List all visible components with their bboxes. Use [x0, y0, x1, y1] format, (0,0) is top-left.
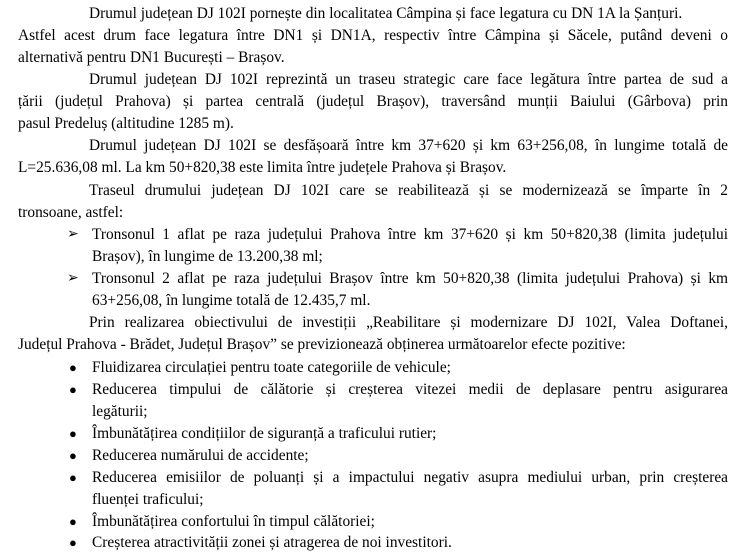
arrow-bullet-icon: ➢ — [67, 271, 79, 286]
dot-bullet-icon: ● — [69, 382, 77, 397]
segment-2-line-1: Tronsonul 2 aflat pe raza județului Brașov între km 50+820,38 (limita județului Prahova) și km — [92, 270, 728, 287]
effect-5-line-1: Reducerea emisiilor de poluanți și a impactului negativ asupra mediului urban, prin creșterea — [92, 469, 728, 486]
effect-6: Îmbunătățirea confortului în timpul călătoriei; — [92, 513, 375, 530]
dot-bullet-icon: ● — [69, 360, 77, 375]
effect-2-line-1: Reducerea timpului de călătorie și creșterea vitezei medii de deplasare pentru asigurarea — [92, 381, 728, 398]
paragraph-1-line-1: Drumul județean DJ 102I pornește din localitatea Câmpina și face legatura cu DN 1A la Șanțuri. — [89, 5, 683, 22]
dot-bullet-icon: ● — [69, 448, 77, 463]
paragraph-5-line-1: Prin realizarea obiectivului de investiții „Reabilitare și modernizare DJ 102I, Valea Doftanei, — [89, 314, 728, 331]
paragraph-4-line-1: Traseul drumului județean DJ 102I care se reabilitează și se modernizează se împarte în 2 — [89, 182, 728, 199]
paragraph-3-line-2: L=25.636,08 ml. La km 50+820,38 este limita între județele Prahova și Brașov. — [18, 159, 507, 176]
segment-1-line-1: Tronsonul 1 aflat pe raza județului Prahova între km 37+620 și km 50+820,38 (limita județului — [92, 226, 728, 243]
effect-4: Reducerea numărului de accidente; — [92, 447, 309, 464]
paragraph-3-line-1: Drumul județean DJ 102I se desfășoară între km 37+620 și km 63+256,08, în lungime totală de — [89, 137, 728, 154]
dot-bullet-icon: ● — [69, 535, 77, 550]
effect-7: Creșterea atractivității zonei și atragerea de noi investitori. — [92, 534, 452, 551]
dot-bullet-icon: ● — [69, 514, 77, 529]
segment-1-line-2: Brașov), în lungime de 13.200,38 ml; — [92, 248, 323, 265]
paragraph-1-line-3: alternativă pentru DN1 București – Brașov. — [18, 49, 285, 66]
paragraph-1-line-2: Astfel acest drum face legatura între DN1 și DN1A, respectiv între Câmpina și Săcele, putând deveni o — [18, 27, 728, 44]
paragraph-4-line-2: tronsoane, astfel: — [18, 204, 124, 221]
effect-1: Fluidizarea circulației pentru toate categoriile de vehicule; — [92, 359, 451, 376]
dot-bullet-icon: ● — [69, 426, 77, 441]
paragraph-5-line-2: Județul Prahova - Brădet, Județul Brașov” se previzionează obținerea următoarelor efecte pozitive: — [18, 336, 626, 353]
paragraph-2-line-2: țării (județul Prahova) și partea centrală (județul Brașov), traversând munții Baiului (Gârbova) prin — [18, 93, 728, 110]
paragraph-2-line-1: Drumul județean DJ 102I reprezintă un traseu strategic care face legătura între partea de sud a — [89, 71, 728, 88]
effect-2-line-2: legăturii; — [92, 403, 148, 420]
effect-3: Îmbunătățirea condițiilor de siguranță a traficului rutier; — [92, 425, 437, 442]
segment-2-line-2: 63+256,08, în lungime totală de 12.435,7 ml. — [92, 292, 371, 309]
effect-5-line-2: fluenței traficului; — [92, 491, 204, 508]
dot-bullet-icon: ● — [69, 470, 77, 485]
arrow-bullet-icon: ➢ — [67, 227, 79, 242]
paragraph-2-line-3: pasul Predeluș (altitudine 1285 m). — [18, 115, 234, 132]
